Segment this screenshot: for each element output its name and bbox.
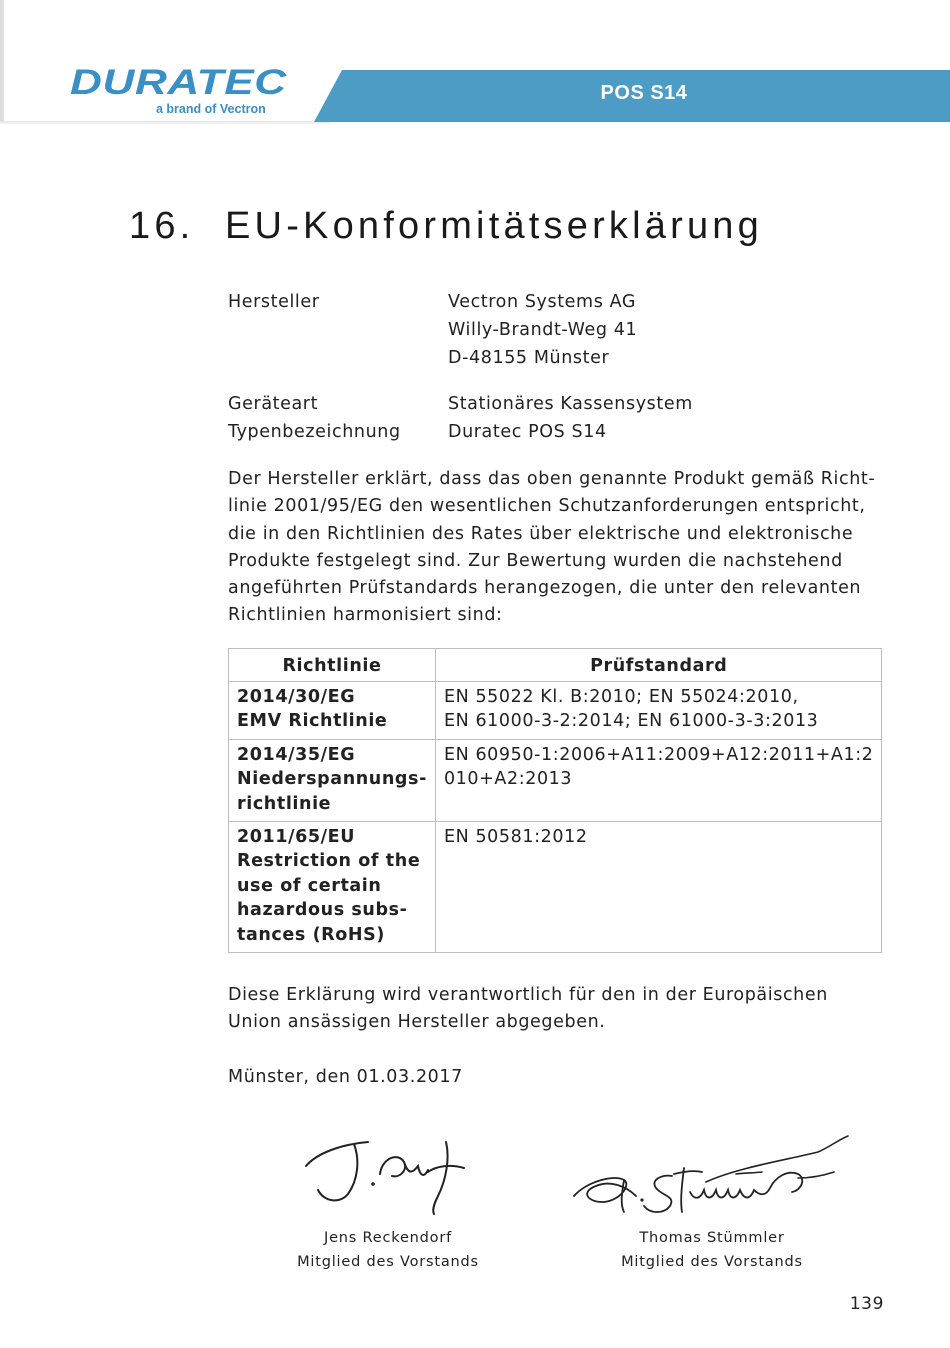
signatory-role: Mitglied des Vorstands: [297, 1254, 479, 1270]
directive-line: 2011/65/EU: [237, 827, 356, 848]
paragraph-line: Der Hersteller erklärt, dass das oben genannte Produkt gemäß Richt-: [228, 469, 876, 489]
logo-wordmark: DURATEC: [70, 63, 287, 102]
duratec-logo: [70, 64, 300, 124]
signatory-role: Mitglied des Vorstands: [621, 1254, 803, 1270]
directive-line: use of certain: [237, 875, 382, 896]
paragraph-line: Diese Erklärung wird verantwortlich für den in der Europäischen: [228, 985, 828, 1005]
standard-cell: [435, 822, 882, 953]
paragraph-line: die in den Richtlinien des Rates über elektrische und elektronische: [228, 523, 854, 544]
paragraph-line: angeführten Prüfstandards herangezogen, die unter den relevanten: [228, 578, 862, 599]
directive-line: hazardous subs-: [237, 900, 408, 921]
table-row: [229, 682, 882, 740]
paragraph-line: Richtlinien harmonisiert sind:: [228, 605, 503, 626]
signature-reckendorf: [300, 1130, 480, 1220]
table-header-row: [229, 649, 882, 682]
directive-cell: [229, 682, 436, 740]
signature-stuemmler: [566, 1130, 856, 1225]
paragraph-line: Union ansässigen Hersteller abgegeben.: [228, 1012, 606, 1033]
table-row: [229, 739, 882, 821]
column-header-standard: Prüfstandard: [435, 649, 882, 682]
type-designation-label: Typenbezeichnung: [228, 422, 401, 442]
directive-line: 2014/35/EG: [237, 744, 356, 765]
standard-line: EN 60950-1:2006+A11:2009+A12:2011+A1:2: [443, 744, 874, 765]
manufacturer-line: Willy-Brandt-Weg 41: [448, 320, 638, 340]
place-date-text: Münster, den 01.03.2017: [228, 1067, 463, 1087]
paragraph-line: linie 2001/95/EG den wesentlichen Schutzanforderungen entspricht,: [228, 496, 866, 517]
standard-line: EN 61000-3-2:2014; EN 61000-3-3:2013: [443, 711, 819, 732]
page-number: 139: [849, 1294, 884, 1314]
intro-paragraph: [228, 466, 888, 630]
manufacturer-label: Hersteller: [228, 292, 320, 312]
directive-cell: [229, 739, 436, 821]
directive-line: 2014/30/EG: [237, 687, 356, 707]
standard-line: EN 55022 Kl. B:2010; EN 55024:2010,: [443, 687, 799, 707]
directive-cell: [229, 822, 436, 953]
logo-tagline: a brand of Vectron: [156, 102, 266, 116]
place-date: [228, 1064, 888, 1091]
signatory-name: Thomas Stümmler: [639, 1230, 785, 1246]
directive-line: richtlinie: [237, 793, 332, 814]
product-model-label: POS S14: [600, 82, 688, 104]
standard-line: EN 50581:2012: [443, 827, 588, 848]
column-header-directive: Richtlinie: [229, 649, 436, 682]
manufacturer-line: D-48155 Münster: [448, 348, 610, 368]
standard-cell: [435, 739, 882, 821]
section-title: EU-Konformitätserklärung: [225, 205, 763, 247]
standards-table: [228, 648, 882, 953]
directive-line: tances (RoHS): [237, 924, 385, 945]
signatory-name: Jens Reckendorf: [324, 1230, 452, 1246]
device-type-value: Stationäres Kassensystem: [448, 394, 693, 414]
section-number: 16.: [129, 205, 195, 247]
device-type-label: Geräteart: [228, 394, 319, 414]
table-row: [229, 822, 882, 953]
page-header: [0, 0, 950, 125]
section-heading: [129, 205, 763, 248]
directive-line: EMV Richtlinie: [237, 711, 388, 732]
type-designation-value: Duratec POS S14: [448, 422, 607, 442]
standard-line: 010+A2:2013: [443, 769, 573, 790]
standard-cell: [435, 682, 882, 740]
directive-line: Niederspannungs-: [237, 769, 427, 790]
manufacturer-line: Vectron Systems AG: [448, 292, 636, 312]
paragraph-line: Produkte festgelegt sind. Zur Bewertung wurden die nachstehend: [228, 550, 843, 571]
closing-paragraph: [228, 982, 888, 1037]
directive-line: Restriction of the: [237, 851, 421, 872]
